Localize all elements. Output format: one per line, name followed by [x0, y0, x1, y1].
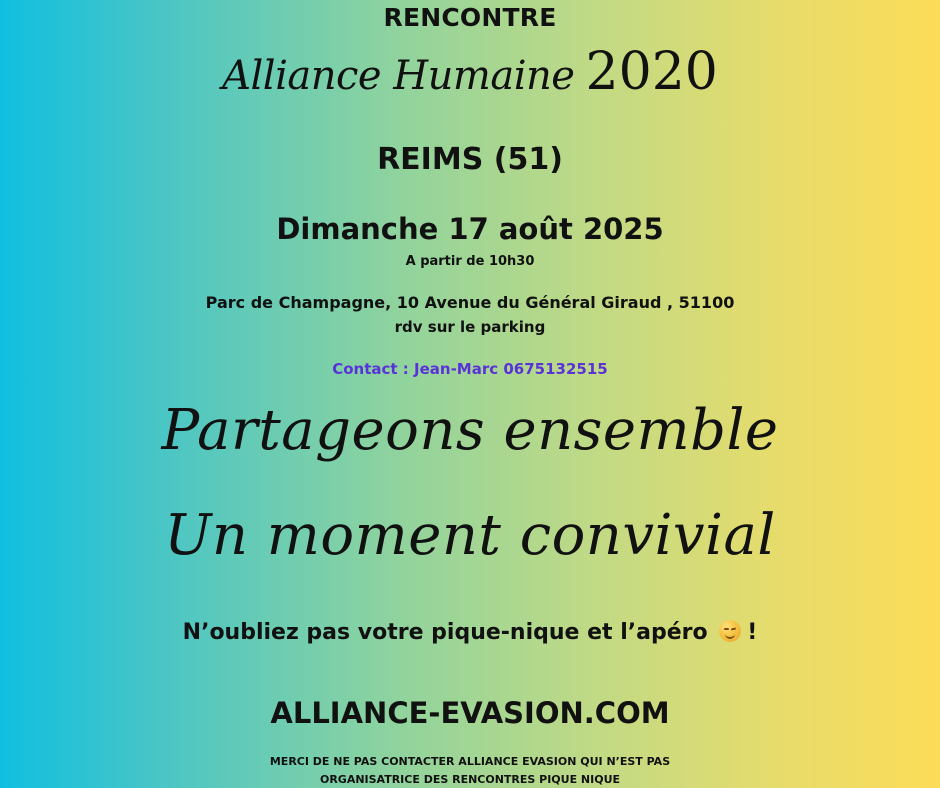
- event-title: [0, 42, 940, 108]
- picnic-reminder: [0, 620, 940, 645]
- event-city: REIMS (51): [377, 142, 563, 177]
- picnic-reminder-text: N’oubliez pas votre pique-nique et l’apéro: [182, 620, 708, 645]
- event-address: Parc de Champagne, 10 Avenue du Général Giraud , 51100: [205, 293, 735, 312]
- contact-info: Contact : Jean-Marc 0675132515: [332, 360, 608, 378]
- event-start-time: A partir de 10h30: [405, 254, 535, 269]
- event-title-script: Alliance Humaine: [222, 53, 575, 99]
- website-label: ALLIANCE-EVASION.COM: [270, 696, 670, 730]
- event-title-year: 2020: [585, 42, 718, 102]
- disclaimer-line-1: MERCI DE NE PAS CONTACTER ALLIANCE EVASION QUI N’EST PAS: [269, 755, 671, 768]
- meeting-point: rdv sur le parking: [394, 318, 546, 336]
- winking-face-icon: [719, 620, 741, 642]
- event-date: Dimanche 17 août 2025: [276, 212, 664, 246]
- slogan-line-1: Partageons ensemble: [161, 398, 779, 463]
- slogan-line-2: Un moment convivial: [164, 503, 776, 568]
- picnic-reminder-end: !: [747, 620, 758, 645]
- event-kicker: RENCONTRE: [383, 3, 557, 32]
- disclaimer-line-2: ORGANISATRICE DES RENCONTRES PIQUE NIQUE: [319, 773, 621, 786]
